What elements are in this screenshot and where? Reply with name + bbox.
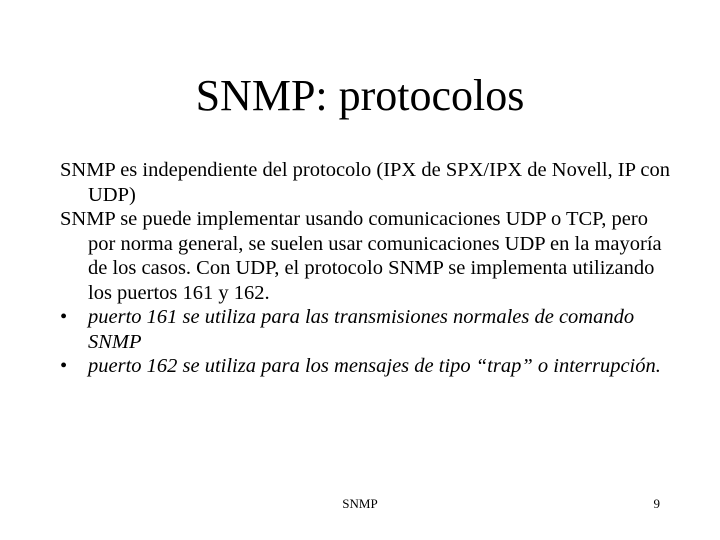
page-number: 9 — [653, 496, 660, 511]
bullet-icon: • — [60, 306, 68, 328]
bullet-text-port-161: puerto 161 se utiliza para las transmisiones normales de comando SNMP — [88, 306, 635, 353]
slide-body — [60, 158, 670, 379]
bullet-item-port-161 — [60, 305, 670, 354]
slide-title: SNMP: protocolos — [195, 71, 525, 120]
slide-footer: SNMP — [342, 496, 378, 511]
paragraph-udp-tcp: SNMP se puede implementar usando comunicaciones UDP o TCP, pero por norma general, se suelen usar comunicaciones UDP en la mayoría de los casos. Con UDP, el protocolo SNMP se implementa utilizando los puertos 161 y 162. — [60, 208, 662, 304]
bullet-item-port-162 — [60, 354, 670, 379]
bullet-text-port-162: puerto 162 se utiliza para los mensajes de tipo “trap” o interrupción. — [88, 355, 661, 377]
bullet-icon: • — [60, 355, 68, 377]
paragraph-protocol-independence: SNMP es independiente del protocolo (IPX de SPX/IPX de Novell, IP con UDP) — [60, 159, 670, 206]
